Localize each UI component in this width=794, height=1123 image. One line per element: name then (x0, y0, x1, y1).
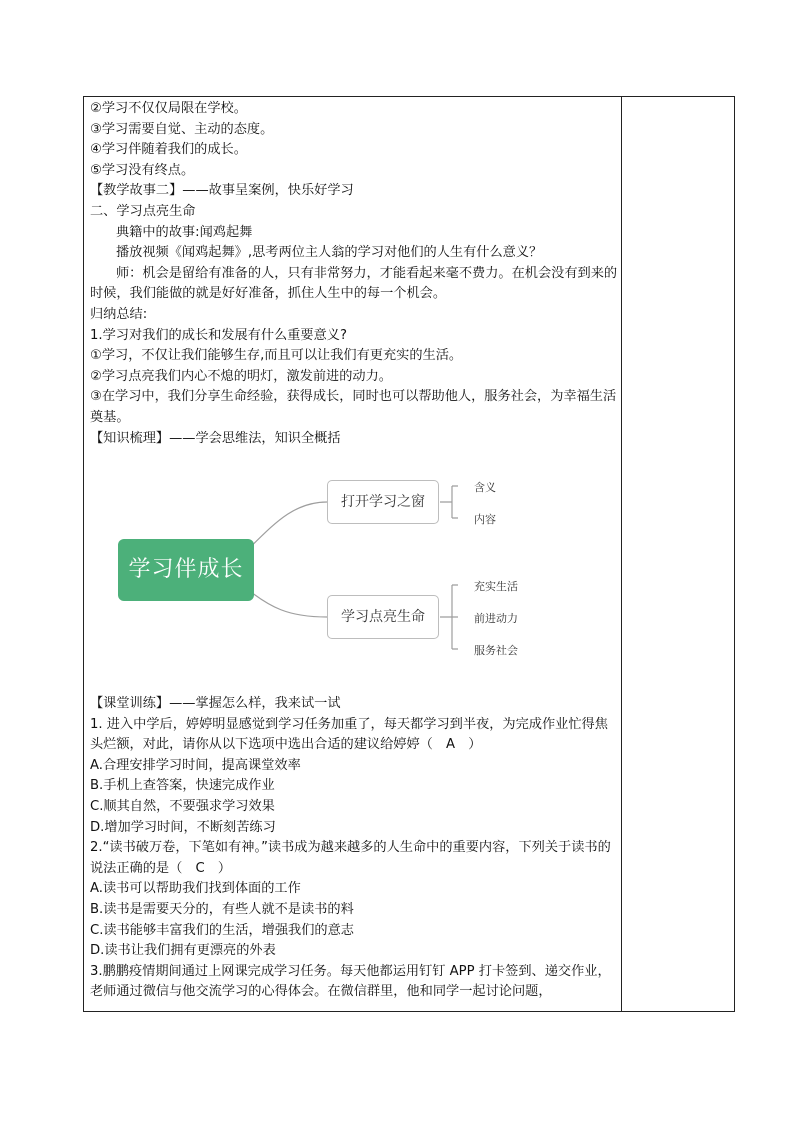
question-stem: 1. 进入中学后，婷婷明显感觉到学习任务加重了，每天都学习到半夜，为完成作业忙得焦头烂额，对此，请你从以下选项中选出合适的建议给婷婷（ A ） (90, 716, 608, 753)
story-title: 典籍中的故事:闻鸡起舞 (116, 224, 253, 240)
question-option: A.读书可以帮助我们找到体面的工作 (90, 881, 301, 897)
summary-label: 归纳总结: (90, 306, 148, 322)
question-stem: 2.“读书破万卷，下笔如有神。”读书成为越来越多的人生命中的重要内容，下列关于读书的说法正确的是（ C ） (90, 840, 611, 876)
story-video: 播放视频《闻鸡起舞》,思考两位主人翁的学习对他们的人生有什么意义？ (116, 245, 543, 261)
text-line: ⑤学习没有终点。 (90, 162, 195, 178)
question-option: C.读书能够丰富我们的生活，增强我们的意志 (90, 922, 354, 938)
question-option: D.读书让我们拥有更漂亮的外表 (90, 943, 276, 959)
summary-point: ①学习，不仅让我们能够生存,而且可以让我们有更充实的生活。 (90, 348, 463, 364)
lesson-table (83, 96, 735, 1012)
mind-map-leaf: 服务社会 (474, 644, 518, 658)
teacher-words: 师：机会是留给有准备的人，只有非常努力，才能看起来毫不费力。在机会没有到来的时候，我们能做的就是好好准备，抓住人生中的每一个机会。 (90, 265, 618, 302)
knowledge-heading: 【知识梳理】——学会思维法，知识全概括 (90, 430, 341, 446)
mind-map-root: 学习伴成长 (118, 539, 254, 601)
mind-map (90, 449, 618, 694)
text-line: ②学习不仅仅局限在学校。 (90, 101, 247, 116)
question-option: D.增加学习时间，不断刻苦练习 (90, 819, 276, 835)
mind-map-leaf: 充实生活 (474, 580, 518, 594)
practice-heading: 【课堂训练】——掌握怎么样，我来试一试 (90, 696, 341, 712)
mind-map-leaf: 前进动力 (474, 612, 518, 626)
question-option: C.顺其自然，不要强求学习效果 (90, 799, 275, 815)
mind-map-leaf: 内容 (474, 513, 496, 527)
question-option: A.合理安排学习时间，提高课堂效率 (90, 757, 301, 773)
column-divider (621, 97, 622, 1011)
section-heading: 【教学故事二】——故事呈案例，快乐好学习 (90, 183, 354, 199)
text-line: ④学习伴随着我们的成长。 (90, 142, 247, 158)
summary-point: ②学习点亮我们内心不熄的明灯，激发前进的动力。 (90, 368, 392, 384)
question-option: B.手机上查答案，快速完成作业 (90, 778, 275, 794)
lesson-content (90, 99, 618, 1003)
mind-map-branch: 学习点亮生命 (327, 595, 439, 639)
question-option: B.读书是需要天分的，有些人就不是读书的料 (90, 902, 354, 918)
text-line: ③学习需要自觉、主动的态度。 (90, 121, 274, 137)
summary-point: ③在学习中，我们分享生命经验，获得成长，同时也可以帮助他人，服务社会，为幸福生活奠基。 (90, 389, 617, 425)
mind-map-branch: 打开学习之窗 (327, 480, 439, 524)
summary-question: 1.学习对我们的成长和发展有什么重要意义? (90, 327, 347, 343)
section-title: 二、学习点亮生命 (90, 203, 196, 219)
mind-map-leaf: 含义 (474, 481, 496, 495)
question-stem: 3.鹏鹏疫情期间通过上网课完成学习任务。每天他都运用钉钉 APP 打卡签到、递交作业，老师通过微信与他交流学习的心得体会。在微信群里，他和同学一起讨论问题， (90, 963, 611, 1000)
